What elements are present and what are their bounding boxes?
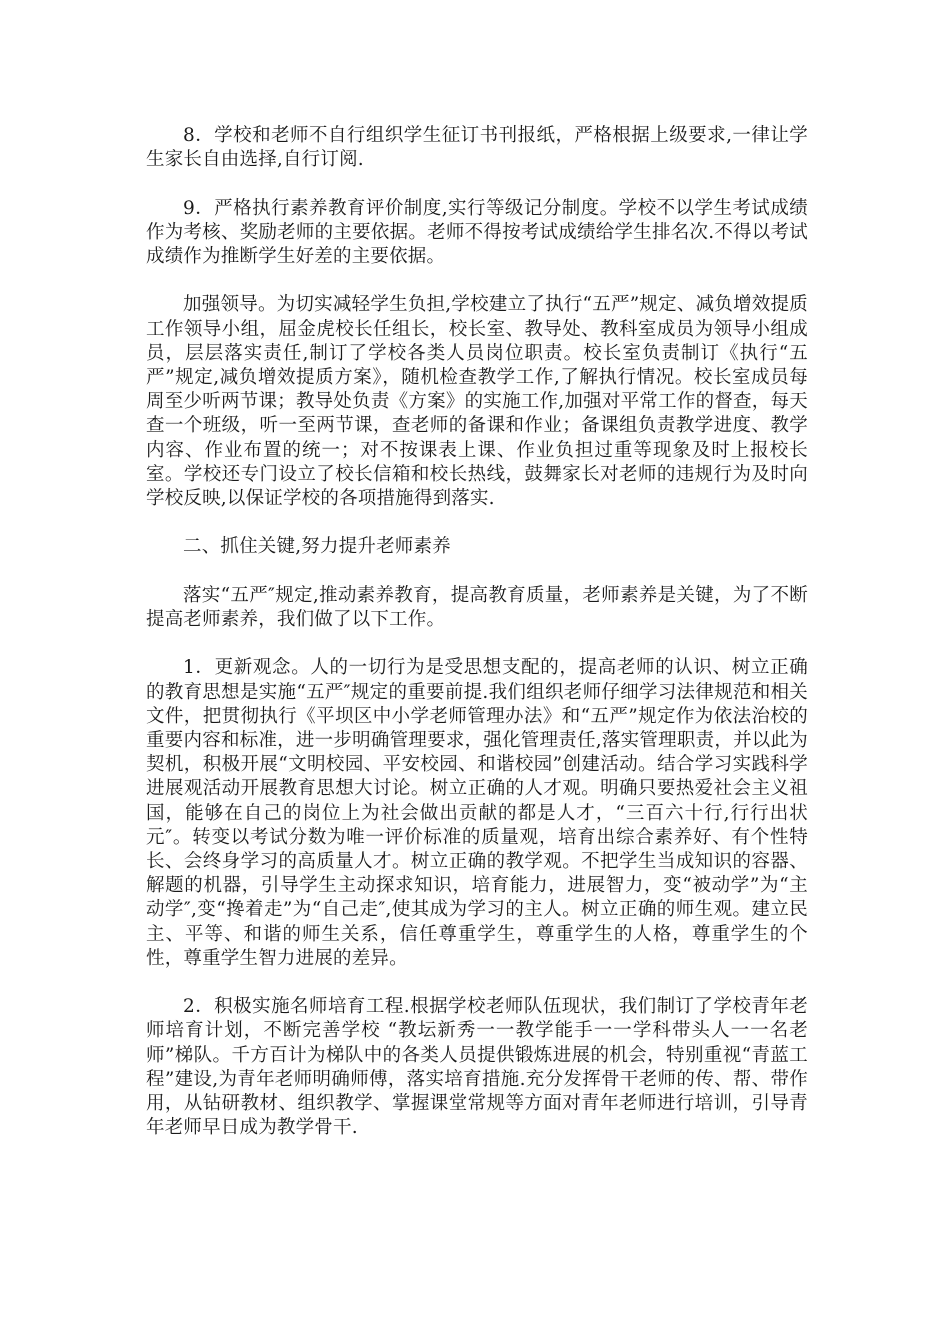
- document-body: [146, 124, 808, 1165]
- paragraph-item-8: 8．学校和老师不自行组织学生征订书刊报纸，严格根据上级要求,一律让学生家长自由选择,自行订阅.: [146, 125, 808, 171]
- paragraph-point-2: 2．积极实施名师培育工程.根据学校老师队伍现状，我们制订了学校青年老师培育计划，不断完善学校 “教坛新秀一一教学能手一一学科带头人一一名老师”梯队。千方百计为梯队中的各类人员提供锻炼进展的机会，特别重视“青蓝工程”建设,为青年老师明确师傅，落实培育措施.充分发挥骨干老师的传、帮、带作用，从钻研教材、组织教学、掌握课堂常规等方面对青年老师进行培训，引导青年老师早日成为教学骨干.: [146, 996, 808, 1139]
- section-heading-2: 二、抓住关键,努力提升老师素养: [183, 536, 451, 558]
- paragraph-intro: 落实“五严″规定,推动素养教育，提高教育质量，老师素养是关键，为了不断提高老师素养，我们做了以下工作。: [146, 584, 808, 630]
- paragraph-item-9: 9．严格执行素养教育评价制度,实行等级记分制度。学校不以学生考试成绩作为考核、奖励老师的主要依据。老师不得按考试成绩给学生排名次.不得以考试成绩作为推断学生好差的主要依据。: [146, 197, 808, 267]
- paragraph-leadership: 加强领导。为切实减轻学生负担,学校建立了执行“五严”规定、减负增效提质工作领导小组，屈金虎校长任组长，校长室、教导处、教科室成员为领导小组成员，层层落实责任,制订了学校各类人员岗位职责。校长室负责制订《执行“五严”规定,减负增效提质方案》，随机检查教学工作,了解执行情况。校长室成员每周至少听两节课；教导处负责《方案》的实施工作,加强对平常工作的督查，每天查一个班级，听一至两节课，查老师的备课和作业；备课组负责教学进度、教学内容、作业布置的统一；对不按课表上课、作业负担过重等现象及时上报校长室。学校还专门设立了校长信箱和校长热线，鼓舞家长对老师的违规行为及时向学校反映,以保证学校的各项措施得到落实.: [146, 294, 808, 510]
- paragraph-point-1: 1．更新观念。人的一切行为是受思想支配的，提高老师的认识、树立正确的教育思想是实施“五严″规定的重要前提.我们组织老师仔细学习法律规范和相关文件，把贯彻执行《平坝区中小学老师管理办法》和“五严”规定作为依法治校的重要内容和标准，进一步明确管理要求，强化管理责任,落实管理职责，并以此为契机，积极开展“文明校园、平安校园、和谐校园”创建活动。结合学习实践科学进展观活动开展教育思想大讨论。树立正确的人才观。明确只要热爱社会主义祖国，能够在自己的岗位上为社会做出贡献的都是人才，“三百六十行,行行出状元″。转变以考试分数为唯一评价标准的质量观，培育出综合素养好、有个性特长、会终身学习的高质量人才。树立正确的教学观。不把学生当成知识的容器、解题的机器，引导学生主动探求知识，培育能力，进展智力，变“被动学”为“主动学″,变“搀着走”为“自己走″,使其成为学习的主人。树立正确的师生观。建立民主、平等、和谐的师生关系，信任尊重学生，尊重学生的人格，尊重学生的个性，尊重学生智力进展的差异。: [146, 657, 808, 969]
